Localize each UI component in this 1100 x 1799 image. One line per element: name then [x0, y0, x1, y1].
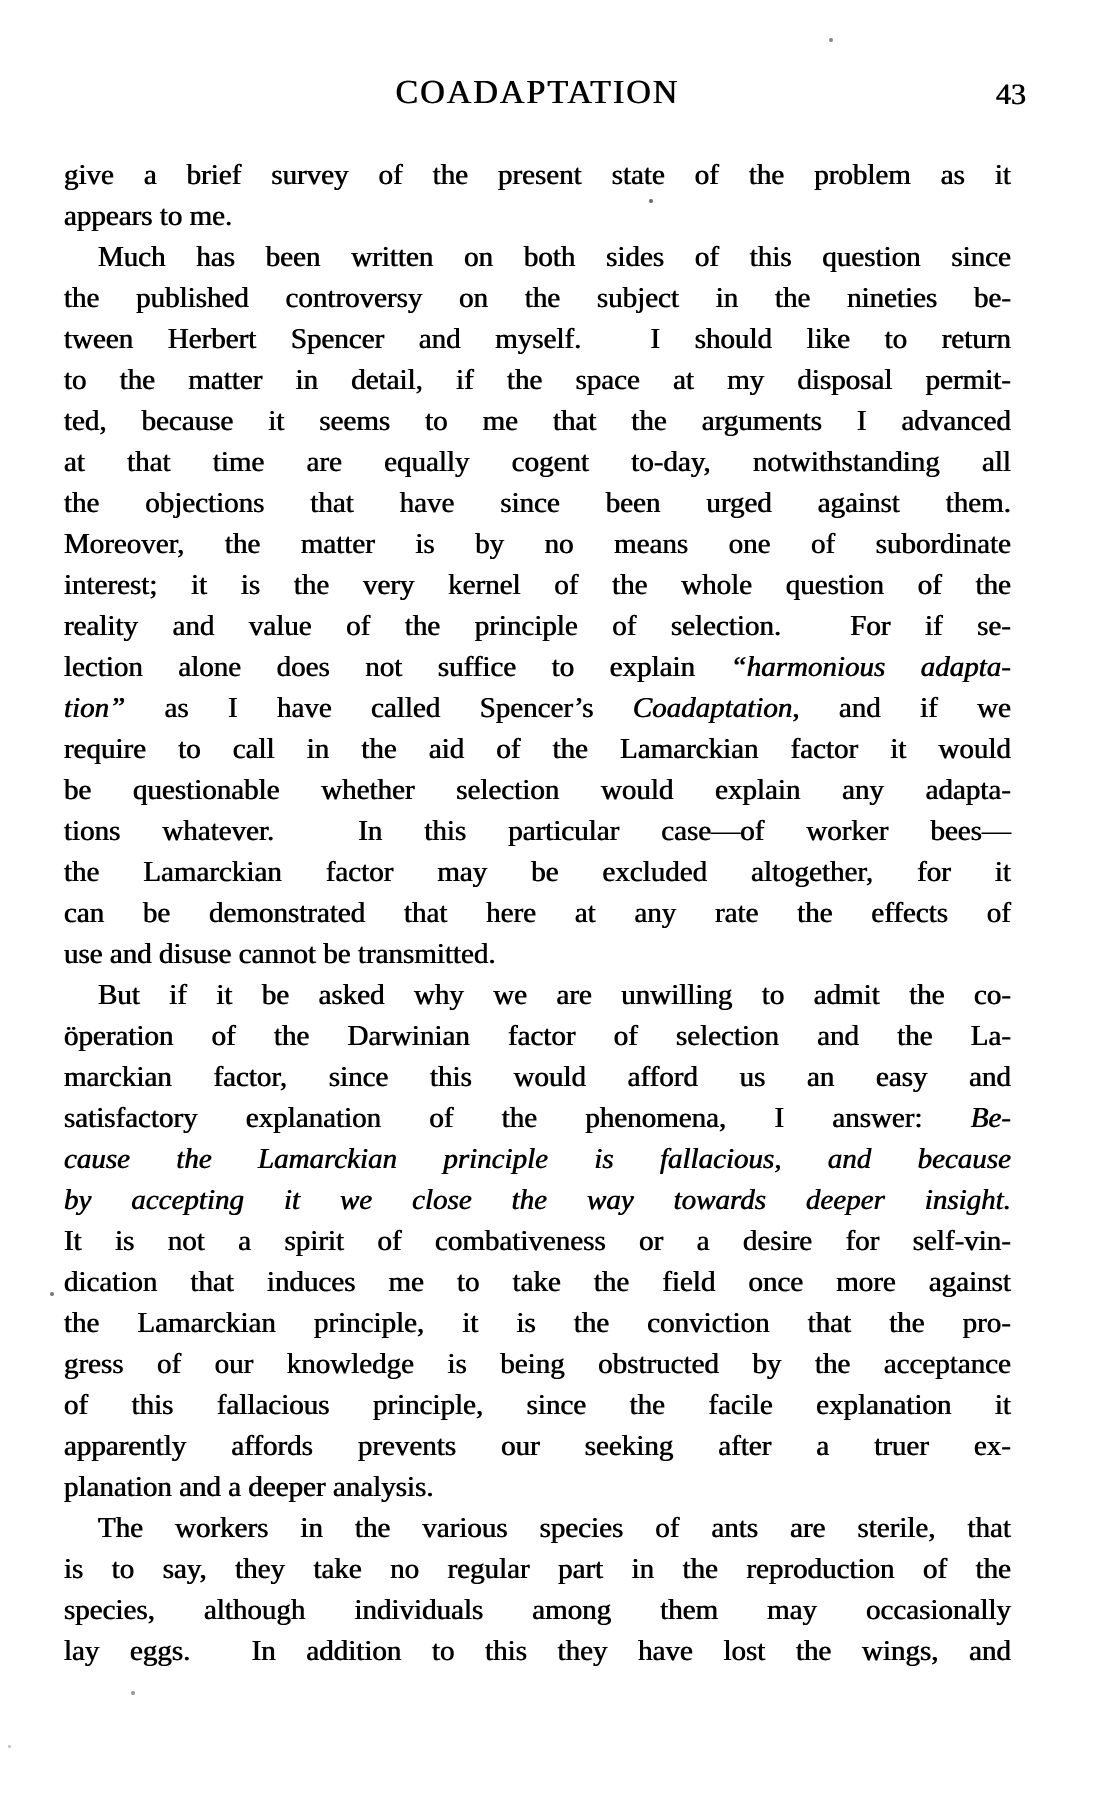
- text-line: [64, 278, 1011, 319]
- text-line: [64, 1057, 1011, 1098]
- text-segment: lection alone does not suffice to explain: [64, 651, 731, 683]
- text-line: [64, 852, 1011, 893]
- text-line: [64, 811, 1011, 852]
- text-segment: But if it be asked why we are unwilling to admit the co-: [98, 979, 1011, 1011]
- text-segment: the published controversy on the subject in the nineties be-: [64, 282, 1011, 314]
- page-number: 43: [996, 78, 1026, 111]
- text-segment: gress of our knowledge is being obstructed by the acceptance: [64, 1348, 1011, 1380]
- text-segment: It is not a spirit of combativeness or a desire for self-vin-: [64, 1225, 1011, 1257]
- text-line: [64, 1262, 1011, 1303]
- text-segment: species, although individuals among them may occasionally: [64, 1594, 1011, 1626]
- text-segment: dication that induces me to take the field once more against: [64, 1266, 1011, 1298]
- text-segment: planation and a deeper analysis.: [64, 1471, 434, 1503]
- text-segment: require to call in the aid of the Lamarckian factor it would: [64, 733, 1011, 765]
- text-segment: give a brief survey of the present state of the problem as it: [64, 159, 1011, 191]
- text-line: [64, 893, 1011, 934]
- italic-text-segment: by accepting it we close the way towards deeper insight.: [64, 1184, 1011, 1216]
- text-segment: tween Herbert Spencer and myself. I should like to return: [64, 323, 1011, 355]
- text-line: [64, 1508, 1011, 1549]
- text-segment: apparently affords prevents our seeking after a truer ex-: [64, 1430, 1011, 1462]
- text-segment: Much has been written on both sides of this question since: [98, 241, 1011, 273]
- italic-text-segment: “harmonious adapta-: [730, 651, 1011, 683]
- text-line: [64, 1385, 1011, 1426]
- text-line: [64, 1180, 1011, 1221]
- text-line: [64, 319, 1011, 360]
- text-line: [64, 1303, 1011, 1344]
- text-segment: the objections that have since been urged against them.: [64, 487, 1011, 519]
- text-segment: Moreover, the matter is by no means one of subordinate: [64, 528, 1011, 560]
- text-line: [64, 1098, 1011, 1139]
- italic-text-segment: cause the Lamarckian principle is fallacious, and because: [64, 1143, 1011, 1175]
- text-segment: use and disuse cannot be transmitted.: [64, 938, 496, 970]
- text-segment: ted, because it seems to me that the arguments I advanced: [64, 405, 1011, 437]
- text-segment: as I have called Spencer’s: [125, 692, 633, 724]
- text-segment: to the matter in detail, if the space at my disposal permit-: [64, 364, 1011, 396]
- text-segment: lay eggs. In addition to this they have lost the wings, and: [64, 1635, 1011, 1667]
- text-line: [64, 647, 1011, 688]
- text-segment: appears to me.: [64, 200, 233, 232]
- body-text: [64, 155, 1011, 1672]
- text-line: [64, 1467, 1011, 1508]
- text-line: [64, 688, 1011, 729]
- text-line: [64, 1344, 1011, 1385]
- text-line: [64, 401, 1011, 442]
- scan-artifact: [131, 1691, 135, 1695]
- scan-artifact: [8, 1745, 11, 1748]
- text-segment: at that time are equally cogent to-day, notwithstanding all: [64, 446, 1011, 478]
- text-line: [64, 1426, 1011, 1467]
- text-segment: of this fallacious principle, since the facile explanation it: [64, 1389, 1011, 1421]
- text-line: [64, 442, 1011, 483]
- scan-artifact: [649, 199, 653, 203]
- italic-text-segment: Be-: [970, 1102, 1011, 1134]
- text-line: [64, 565, 1011, 606]
- text-line: [64, 155, 1011, 196]
- text-line: [64, 237, 1011, 278]
- text-line: [64, 770, 1011, 811]
- text-line: [64, 1016, 1011, 1057]
- italic-text-segment: tion”: [64, 692, 126, 724]
- text-line: [64, 360, 1011, 401]
- text-line: [64, 729, 1011, 770]
- text-segment: the Lamarckian factor may be excluded altogether, for it: [64, 856, 1011, 888]
- text-line: [64, 1549, 1011, 1590]
- text-segment: marckian factor, since this would afford us an easy and: [64, 1061, 1011, 1093]
- text-segment: the Lamarckian principle, it is the conviction that the pro-: [64, 1307, 1011, 1339]
- text-line: [64, 1590, 1011, 1631]
- text-line: [64, 1221, 1011, 1262]
- text-segment: The workers in the various species of ants are sterile, that: [98, 1512, 1011, 1544]
- scan-artifact: [50, 1292, 54, 1296]
- text-segment: interest; it is the very kernel of the whole question of the: [64, 569, 1011, 601]
- text-segment: satisfactory explanation of the phenomena, I answer:: [64, 1102, 971, 1134]
- italic-text-segment: Coadaptation: [632, 692, 793, 724]
- text-segment: reality and value of the principle of selection. For if se-: [64, 610, 1011, 642]
- text-line: [64, 1139, 1011, 1180]
- text-line: [64, 975, 1011, 1016]
- text-segment: tions whatever. In this particular case—of worker bees—: [64, 815, 1011, 847]
- text-line: [64, 606, 1011, 647]
- page-title: COADAPTATION: [395, 74, 680, 111]
- text-segment: can be demonstrated that here at any rate the effects of: [64, 897, 1011, 929]
- text-line: [64, 483, 1011, 524]
- text-line: [64, 196, 1011, 237]
- text-segment: be questionable whether selection would explain any adapta-: [64, 774, 1011, 806]
- text-line: [64, 934, 1011, 975]
- text-line: [64, 524, 1011, 565]
- text-line: [64, 1631, 1011, 1672]
- text-segment: is to say, they take no regular part in the reproduction of the: [64, 1553, 1011, 1585]
- text-segment: , and if we: [792, 692, 1011, 724]
- text-segment: öperation of the Darwinian factor of selection and the La-: [64, 1020, 1011, 1052]
- scan-artifact: [829, 38, 833, 42]
